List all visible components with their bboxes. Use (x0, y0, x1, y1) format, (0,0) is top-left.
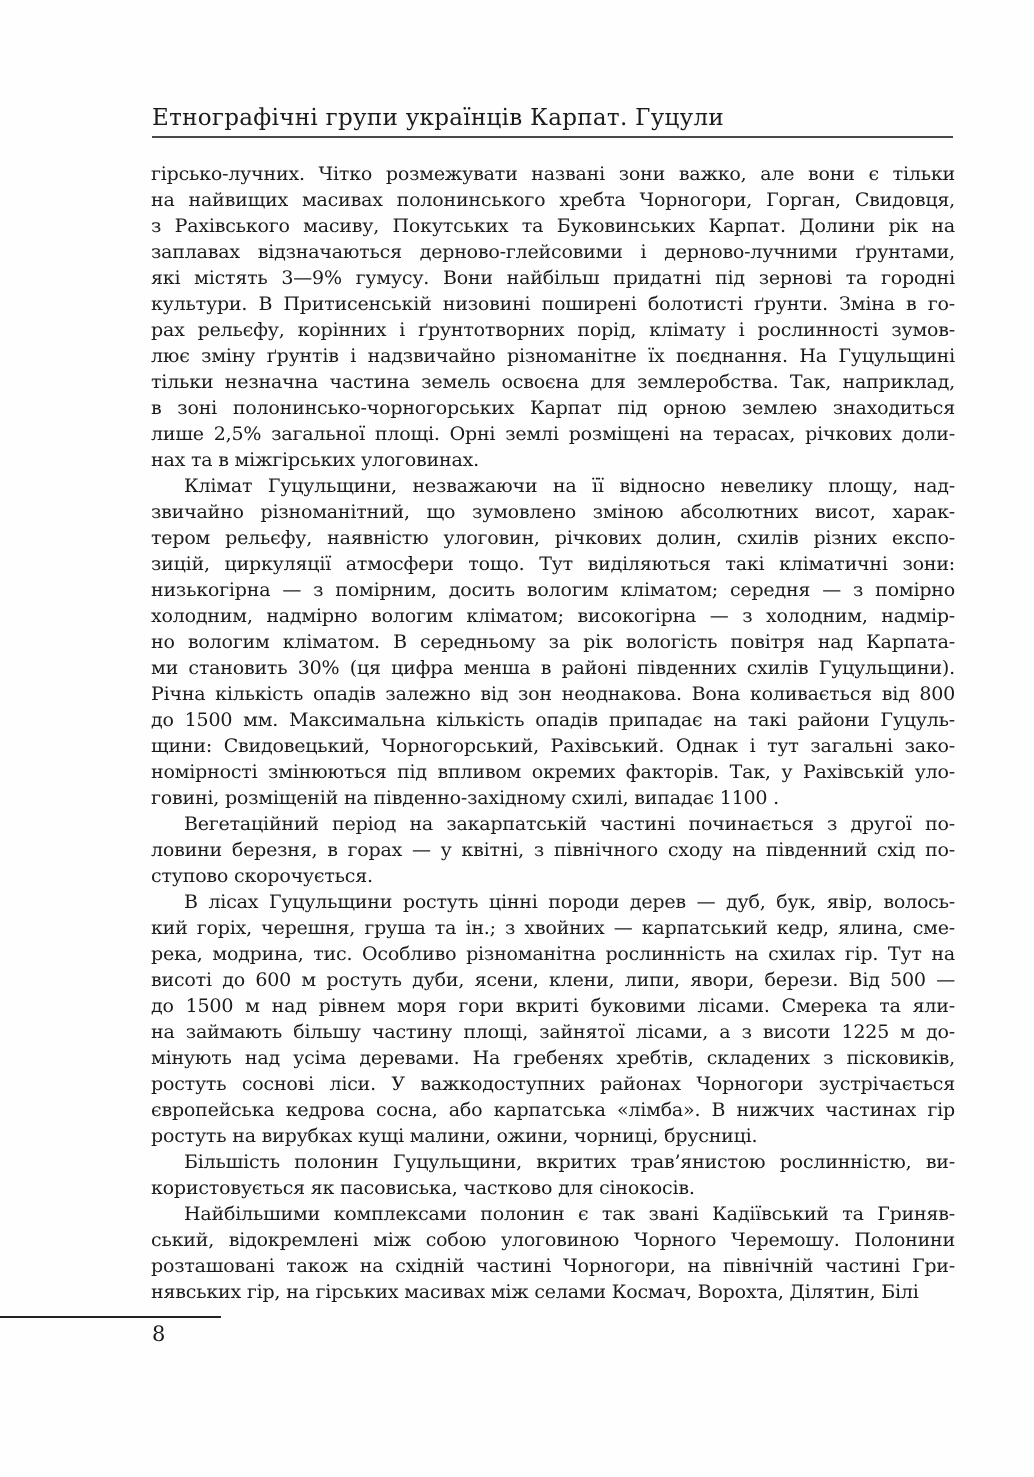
text-line: Найбільшими комплексами полонин є так звані Кадіївський та Гриняв- (184, 1203, 955, 1225)
text-line: холодним, надмірно вологим кліматом; високогірна — з холодним, надмір- (151, 605, 955, 627)
paragraph (151, 473, 955, 811)
text-line: говині, розміщеній на південно-західному схилі, випадає 1100 . (151, 787, 779, 809)
text-line: Вегетаційний період на закарпатській частині починається з другої по- (184, 813, 955, 835)
text-line: до 1500 м над рівнем моря гори вкриті буковими лісами. Смерека та яли- (151, 995, 955, 1017)
text-line: ми становить 30% (ця цифра менша в районі південних схилів Гуцульщини). (151, 657, 955, 679)
text-line: культури. В Притисенській низовині поширені болотисті ґрунти. Зміна в го- (151, 293, 955, 315)
text-line: які містять 3—9% гумусу. Вони найбільш придатні під зернові та городні (151, 267, 955, 289)
paragraph (151, 1149, 955, 1201)
text-line: тером рельєфу, наявністю улоговин, річкових долин, схилів різних експо- (151, 527, 955, 549)
text-line: лише 2,5% загальної площі. Орні землі розміщені на терасах, річкових доли- (151, 423, 955, 445)
text-line: Клімат Гуцульщини, незважаючи на її відносно невелику площу, над- (184, 475, 955, 497)
paragraph (151, 161, 955, 473)
text-line: ський, відокремлені між собою улоговиною Чорного Черемошу. Полонини (151, 1229, 955, 1251)
text-line: на найвищих масивах полонинського хребта Чорногори, Горган, Свидовця, (151, 189, 955, 211)
text-line: но вологим кліматом. В середньому за рік вологість повітря над Карпата- (151, 631, 955, 653)
text-line: рах рельєфу, корінних і ґрунтотворних порід, клімату і рослинності зумов- (151, 319, 955, 341)
text-line: гірсько-лучних. Чітко розмежувати названі зони важко, але вони є тільки (151, 163, 955, 185)
text-line: ростуть на вирубках кущі малини, ожини, чорниці, брусниці. (151, 1125, 758, 1147)
text-line: кий горіх, черешня, груша та ін.; з хвойних — карпатський кедр, ялина, сме- (151, 917, 955, 939)
paragraph (151, 811, 955, 889)
text-line: В лісах Гуцульщини ростуть цінні породи дерев — дуб, бук, явір, волось- (184, 891, 955, 913)
running-header-title: Етнографічні групи українців Карпат. Гуцули (152, 105, 724, 131)
text-line: Річна кількість опадів залежно від зон неоднакова. Вона коливається від 800 (151, 683, 955, 705)
text-line: тільки незначна частина земель освоєна для землеробства. Так, наприклад, (151, 371, 955, 393)
text-line: з Рахівського масиву, Покутських та Буковинських Карпат. Долини рік на (151, 215, 955, 237)
text-line: висоті до 600 м ростуть дуби, ясени, клени, липи, явори, берези. Від 500 — (151, 969, 955, 991)
text-line: європейська кедрова сосна, або карпатська «лімба». В нижчих частинах гір (151, 1099, 955, 1121)
text-line: нах та в міжгірських улоговинах. (151, 449, 479, 471)
text-line: река, модрина, тис. Особливо різноманітна рослинність на схилах гір. Тут на (151, 943, 955, 965)
text-line: ростуть соснові ліси. У важкодоступних районах Чорногори зустрічається (151, 1073, 955, 1095)
text-line: ловини березня, в горах — у квітні, з північного сходу на південний схід по- (151, 839, 955, 861)
header-rule (152, 136, 953, 138)
body-text (151, 161, 955, 1305)
text-line: користовується як пасовиська, частково для сінокосів. (151, 1177, 695, 1199)
text-line: ступово скорочується. (151, 865, 373, 887)
text-line: номірності змінюються під впливом окремих факторів. Так, у Рахівській уло- (151, 761, 955, 783)
footnote-rule (0, 1316, 221, 1318)
paragraph (151, 1201, 955, 1305)
text-line: заплавах відзначаються дерново-глейсовими і дерново-лучними ґрунтами, (151, 241, 955, 263)
text-line: в зоні полонинсько-чорногорських Карпат під орною землею знаходиться (151, 397, 955, 419)
text-line: до 1500 мм. Максимальна кількість опадів припадає на такі райони Гуцуль- (151, 709, 955, 731)
paragraph (151, 889, 955, 1149)
text-line: Більшість полонин Гуцульщини, вкритих трав’янистою рослинністю, ви- (184, 1151, 955, 1173)
text-line: нявських гір, на гірських масивах між селами Космач, Ворохта, Ділятин, Білі (151, 1281, 919, 1303)
text-line: зицій, циркуляції атмосфери тощо. Тут виділяються такі кліматичні зони: (151, 553, 955, 575)
text-line: звичайно різноманітний, що зумовлено зміною абсолютних висот, харак- (151, 501, 955, 523)
text-line: низькогірна — з помірним, досить вологим кліматом; середня — з помірно (151, 579, 955, 601)
text-line: на займають більшу частину площі, зайнятої лісами, а з висоти 1225 м до- (151, 1021, 955, 1043)
text-line: лює зміну ґрунтів і надзвичайно різноманітне їх поєднання. На Гуцульщині (151, 345, 955, 367)
text-line: мінують над усіма деревами. На гребенях хребтів, складених з пісковиків, (151, 1047, 955, 1069)
text-line: щини: Свидовецький, Чорногорський, Рахівський. Однак і тут загальні зако- (151, 735, 955, 757)
text-line: розташовані також на східній частині Чорногори, на північній частині Гри- (151, 1255, 955, 1277)
page-number: 8 (152, 1322, 166, 1346)
